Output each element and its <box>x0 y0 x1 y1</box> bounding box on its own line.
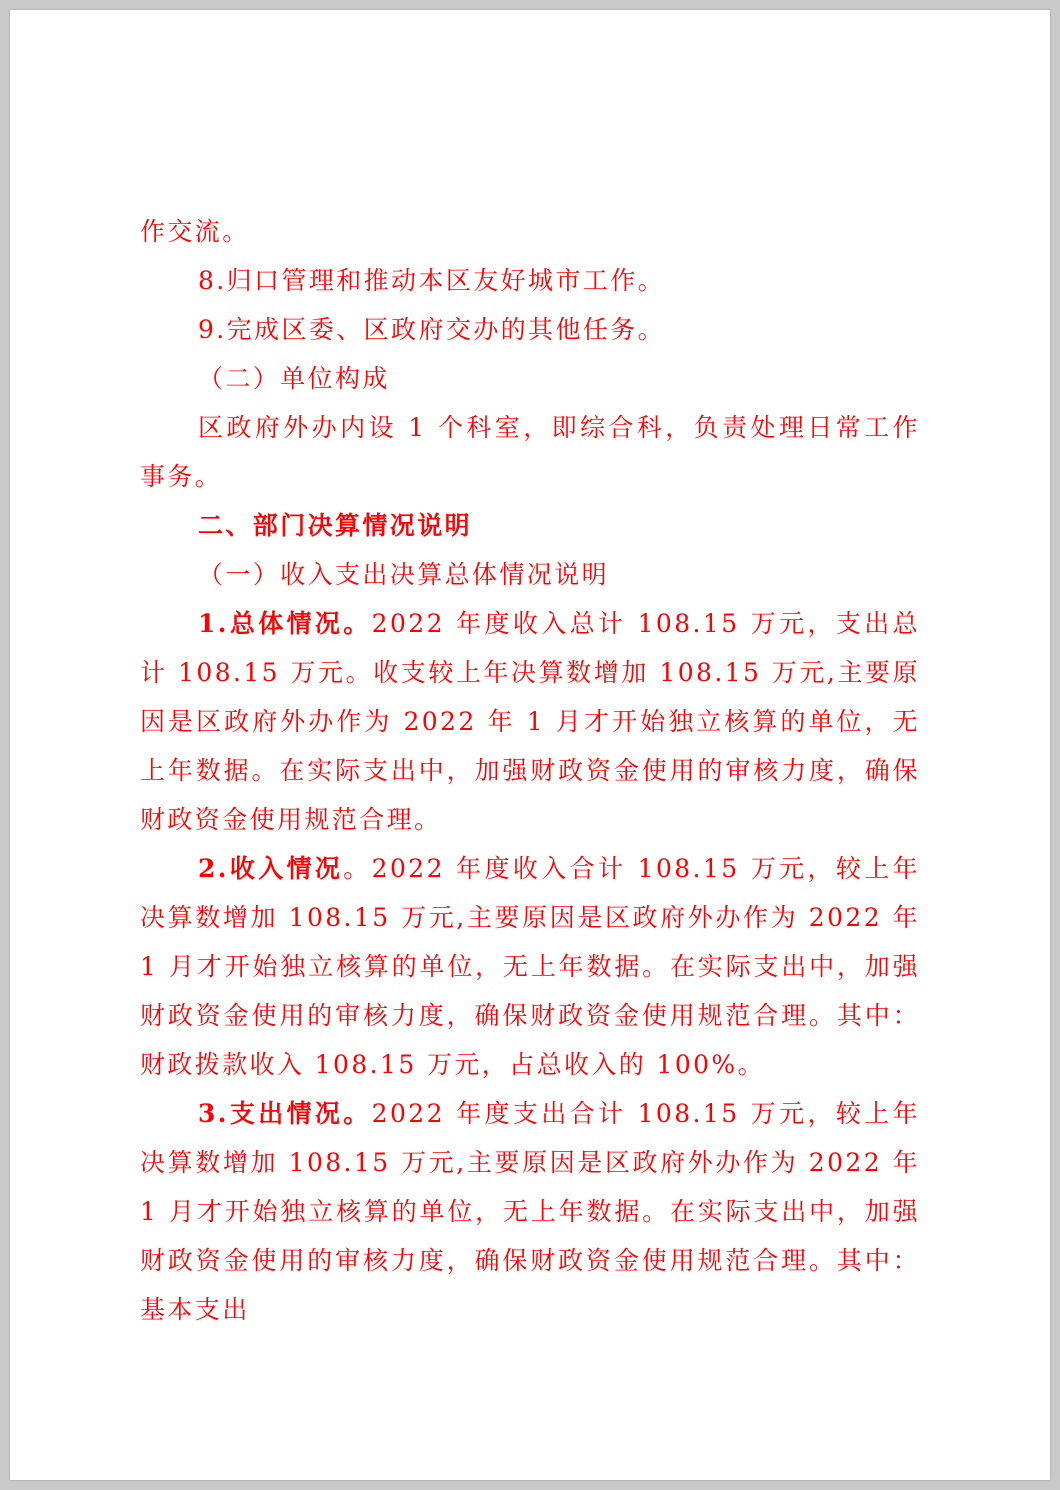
subheading-overview: （一）收入支出决算总体情况说明 <box>198 560 610 589</box>
section-heading-2: 二、部门决算情况说明 <box>198 511 473 540</box>
item-1-text: 2022 年度收入总计 108.15 万元，支出总计 108.15 万元。收支较上年决算数增加 108.15 万元,主要原因是区政府外办作为 2022 年 1 月才开始独立核算的单位，无上年数据。在实际支出中，加强财政资金使用的审核力度，确保财政资金使用规范合理。 <box>140 609 920 834</box>
item-2-text: 。2022 年度收入合计 108.15 万元，较上年决算数增加 108.15 万元,主要原因是区政府外办作为 2022 年 1 月才开始独立核算的单位，无上年数据。在实际支出中，加强财政资金使用的审核力度，确保财政资金使用规范合理。其中：财政拨款收入 108.15 万元，占总收入的 100%。 <box>140 854 921 1079</box>
paragraph-item-3 <box>140 1089 920 1334</box>
item-1-lead: 1.总体情况。 <box>198 609 372 638</box>
list-item-9: 9.完成区委、区政府交办的其他任务。 <box>198 315 666 344</box>
item-3-text: 2022 年度支出合计 108.15 万元，较上年决算数增加 108.15 万元,主要原因是区政府外办作为 2022 年 1 月才开始独立核算的单位，无上年数据。在实际支出中，加强财政资金使用的审核力度，确保财政资金使用规范合理。其中：基本支出 <box>140 1099 920 1324</box>
paragraph-item-1 <box>140 599 920 844</box>
subheading-unit-composition: （二）单位构成 <box>198 364 390 393</box>
paragraph-unit-composition: 区政府外办内设 1 个科室，即综合科，负责处理日常工作事务。 <box>140 413 920 491</box>
list-item-8: 8.归口管理和推动本区友好城市工作。 <box>198 266 666 295</box>
item-3-lead: 3.支出情况。 <box>198 1099 372 1128</box>
paragraph-continuation: 作交流。 <box>140 217 250 246</box>
document-body <box>140 207 920 1334</box>
document-page <box>10 10 1050 1480</box>
paragraph-item-2 <box>140 844 920 1089</box>
item-2-lead: 2.收入情况 <box>198 854 344 883</box>
